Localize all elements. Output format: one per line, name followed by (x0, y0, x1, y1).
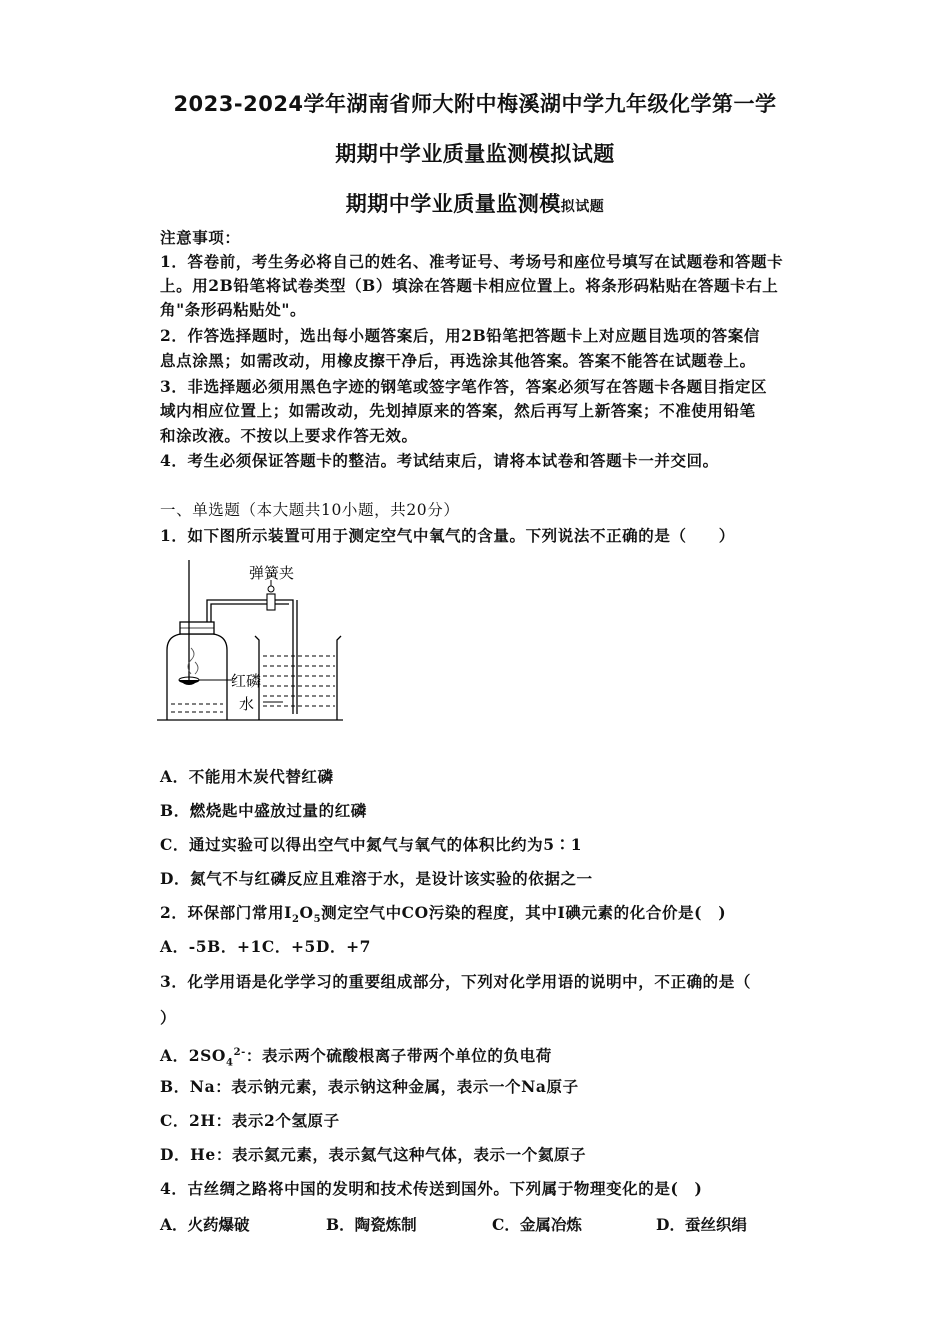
beaker (255, 636, 341, 720)
question-3-stem-line1: 3．化学用语是化学学习的重要组成部分，下列对化学用语的说明中，不正确的是（ (160, 972, 751, 991)
notes-line: 4．考生必须保证答题卡的整洁。考试结束后，请将本试卷和答题卡一并交回。 (160, 451, 719, 470)
question-1-option-b: B．燃烧匙中盛放过量的红磷 (160, 801, 367, 820)
q2-stem-part: 2．环保部门常用I (160, 903, 292, 922)
question-1-option-a: A．不能用木炭代替红磷 (160, 767, 334, 786)
section-heading: 一、单选题（本大题共10小题，共20分） (160, 501, 460, 519)
notes-line: 角"条形码粘贴处"。 (160, 300, 307, 319)
q3-option-a-part: ：表示两个硫酸根离子带两个单位的负电荷 (245, 1046, 552, 1066)
q2-stem-part: 测定空气中CO污染的程度，其中I碘元素的化合价是( ) (321, 903, 727, 922)
question-1-stem: 1．如下图所示装置可用于测定空气中氧气的含量。下列说法不正确的是（ ） (160, 526, 735, 545)
question-3-option-d: D．He：表示氦元素，表示氦气这种气体，表示一个氦原子 (160, 1145, 587, 1164)
notes-heading: 注意事项： (160, 228, 241, 247)
q3-subscript: 4 (226, 1057, 234, 1069)
exam-title-line2: 期期中学业质量监测模拟试题 (335, 142, 615, 166)
question-4-stem: 4．古丝绸之路将中国的发明和技术传送到国外。下列属于物理变化的是( ) (160, 1179, 703, 1198)
notes-line: 和涂改液。不按以上要求作答无效。 (160, 426, 418, 445)
water-label: 水 (239, 695, 255, 713)
question-4-option-b: B．陶瓷炼制 (326, 1215, 417, 1234)
notes-line: 2．作答选择题时，选出每小题答案后，用2B铅笔把答题卡上对应题目选项的答案信 (160, 326, 760, 345)
spring-clip (267, 594, 275, 610)
question-2-stem (160, 903, 726, 930)
oxygen-measurement-apparatus-diagram (155, 556, 355, 728)
q3-option-a-part: A．2SO (160, 1046, 227, 1066)
beaker-water (263, 656, 335, 706)
question-2-options: A．-5B．+1C．+5D．+7 (160, 937, 372, 956)
question-1-option-d: D．氮气不与红磷反应且难溶于水，是设计该实验的依据之一 (160, 869, 593, 888)
gas-jar (167, 634, 227, 720)
notes-line: 3．非选择题必须用黑色字迹的钢笔或签字笔作答，答案必须写在答题卡各题目指定区 (160, 377, 768, 396)
question-4-option-c: C．金属冶炼 (492, 1215, 582, 1234)
question-3-option-b: B．Na：表示钠元素，表示钠这种金属，表示一个Na原子 (160, 1077, 579, 1096)
notes-line: 域内相应位置上；如需改动，先划掉原来的答案，然后再写上新答案；不准使用铅笔 (160, 401, 756, 420)
q2-stem-part: O (299, 903, 314, 922)
question-3-option-a (160, 1043, 552, 1073)
clip-label: 弹簧夹 (249, 564, 295, 582)
exam-title-line1: 2023-2024学年湖南省师大附中梅溪湖中学九年级化学第一学 (173, 92, 777, 116)
exam-title-line3-small: 拟试题 (560, 199, 605, 215)
question-4-options (160, 1213, 747, 1235)
notes-line: 上。用2B铅笔将试卷类型（B）填涂在答题卡相应位置上。将条形码粘贴在答题卡右上 (160, 276, 779, 295)
q3-superscript: 2- (233, 1047, 246, 1058)
notes-line: 息点涂黑；如需改动，用橡皮擦干净后，再选涂其他答案。答案不能答在试题卷上。 (160, 351, 756, 370)
question-3-stem-line2: ） (160, 1008, 177, 1027)
question-3-option-c: C．2H：表示2个氢原子 (160, 1111, 340, 1130)
question-4-option-a: A．火药爆破 (160, 1215, 250, 1234)
phosphorus-label: 红磷 (231, 672, 262, 690)
exam-title-line3-main: 期期中学业质量监测模 (345, 192, 561, 216)
q2-subscript: 2 (291, 914, 300, 926)
notes-line: 1．答卷前，考生务必将自己的姓名、准考证号、考场号和座位号填写在试题卷和答题卡 (160, 252, 784, 271)
question-1-option-c: C．通过实验可以得出空气中氮气与氧气的体积比约为5∶1 (160, 835, 583, 854)
exam-title-line3 (0, 188, 950, 218)
q2-subscript: 5 (313, 914, 322, 926)
question-4-option-d: D．蚕丝织绢 (656, 1215, 747, 1234)
